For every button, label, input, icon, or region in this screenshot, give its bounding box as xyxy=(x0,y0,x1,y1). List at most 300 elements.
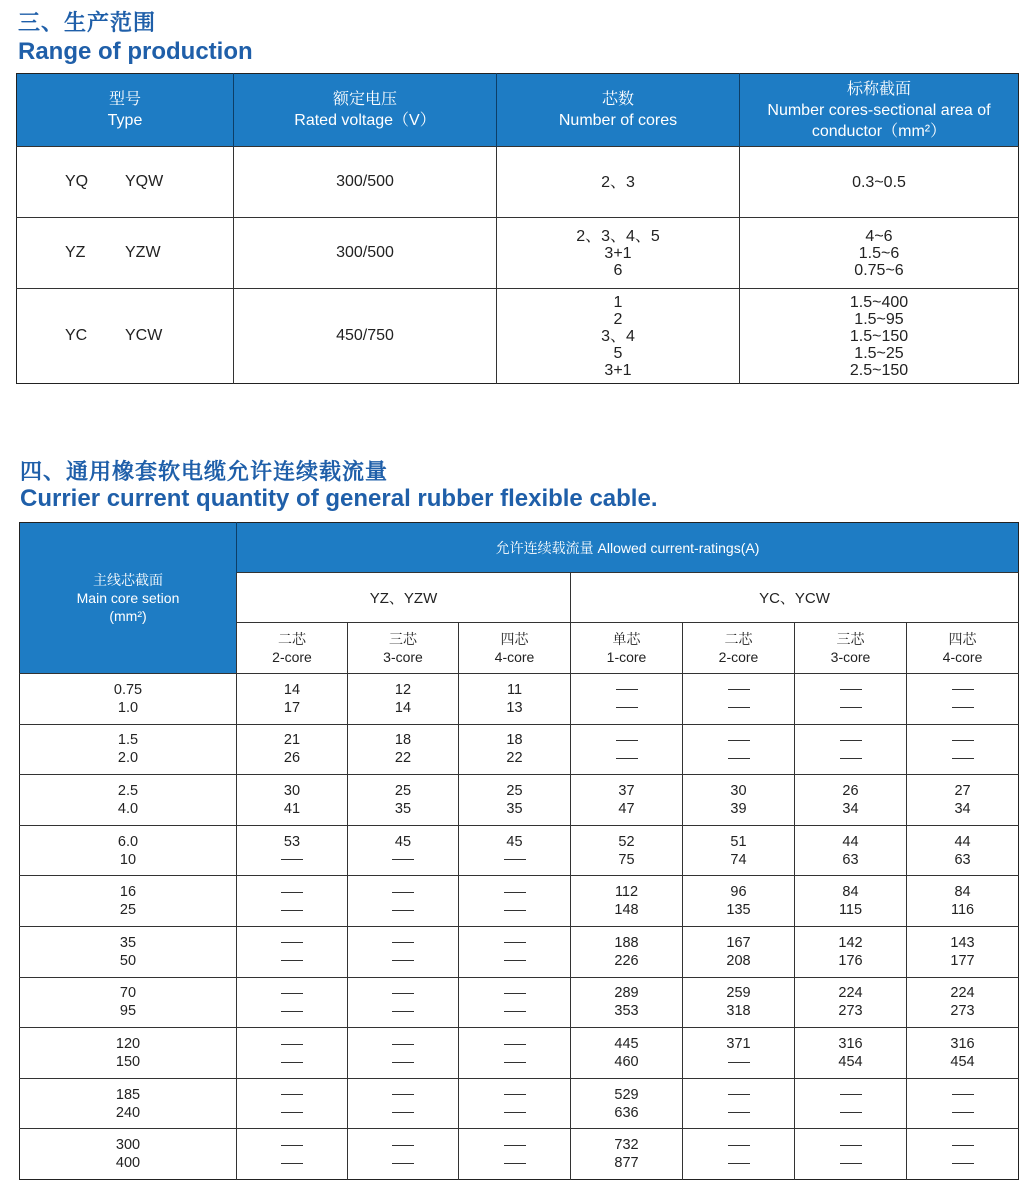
current-value: 273 xyxy=(838,1003,863,1020)
core-size-value: 2.0 xyxy=(117,750,139,767)
area-line: 0.75~6 xyxy=(854,261,904,279)
current-value: 14 xyxy=(394,699,412,716)
current-value xyxy=(795,681,906,699)
current-value: 35 xyxy=(506,800,523,817)
table-row xyxy=(20,825,1019,876)
current-cell xyxy=(459,1078,571,1129)
dash xyxy=(504,859,526,860)
current-value: 167 xyxy=(726,934,751,951)
header-core-count xyxy=(237,623,348,674)
current-value xyxy=(795,1104,906,1122)
area-line: 0.3~0.5 xyxy=(852,173,906,191)
dash xyxy=(281,1062,303,1063)
section3-title-en: Range of production xyxy=(18,38,253,65)
core-size-value: 4.0 xyxy=(117,800,139,817)
header-core-count-cn: 四芯 xyxy=(500,631,529,647)
dash xyxy=(840,1163,862,1164)
cores-line: 5 xyxy=(613,344,623,362)
dash xyxy=(392,1044,414,1045)
current-value: 454 xyxy=(838,1053,863,1070)
cores-line: 3+1 xyxy=(604,361,632,379)
current-value xyxy=(459,883,570,901)
current-cell xyxy=(683,724,795,775)
type-a: YC xyxy=(65,327,88,344)
current-cell xyxy=(571,724,683,775)
dash xyxy=(392,993,414,994)
current-cell xyxy=(571,825,683,876)
current-cell xyxy=(571,674,683,725)
current-value xyxy=(795,1136,906,1154)
current-value xyxy=(348,984,458,1002)
current-value xyxy=(237,1136,347,1154)
header-core-count xyxy=(683,623,795,674)
current-value xyxy=(459,1104,570,1122)
header-main-core xyxy=(20,523,237,674)
current-value xyxy=(348,1154,458,1172)
current-cell xyxy=(459,926,571,977)
cores-cell xyxy=(497,218,740,289)
current-value: 115 xyxy=(838,902,863,919)
dash xyxy=(840,758,862,759)
current-value xyxy=(459,984,570,1002)
current-value: 143 xyxy=(950,934,975,951)
current-cell xyxy=(907,1028,1019,1079)
cores-line: 3+1 xyxy=(604,244,632,262)
current-value: 27 xyxy=(954,782,971,799)
current-value: 21 xyxy=(283,732,301,749)
current-value: 25 xyxy=(506,782,523,799)
current-value xyxy=(237,984,347,1002)
current-value xyxy=(683,1154,794,1172)
current-cell xyxy=(795,977,907,1028)
current-value xyxy=(459,952,570,970)
dash xyxy=(392,1094,414,1095)
current-value xyxy=(683,1053,794,1071)
dash xyxy=(392,1062,414,1063)
current-value: 45 xyxy=(506,833,523,850)
current-value xyxy=(459,1136,570,1154)
current-value: 460 xyxy=(614,1053,639,1070)
current-value xyxy=(683,1104,794,1122)
type-cell xyxy=(17,218,234,289)
current-value xyxy=(795,1154,906,1172)
dash xyxy=(281,1044,303,1045)
core-size-cell xyxy=(20,876,237,927)
cores-line: 2、3、4、5 xyxy=(576,227,660,245)
current-value xyxy=(348,1086,458,1104)
dash xyxy=(392,1145,414,1146)
current-value: 45 xyxy=(394,833,412,850)
cores-line: 3、4 xyxy=(601,327,635,345)
current-value xyxy=(459,1035,570,1053)
dash xyxy=(504,1094,526,1095)
header-core-count-cn: 单芯 xyxy=(612,631,641,647)
table-row xyxy=(20,674,1019,725)
dash xyxy=(840,1145,862,1146)
core-size-value: 50 xyxy=(119,952,137,969)
dash xyxy=(504,960,526,961)
type-b: YZW xyxy=(125,244,161,261)
header-voltage-cn: 额定电压 xyxy=(332,91,397,108)
current-value: 224 xyxy=(950,985,975,1002)
header-core-count-en: 2-core xyxy=(272,649,312,665)
dash xyxy=(728,1094,750,1095)
table-row xyxy=(20,926,1019,977)
core-size-value: 300 xyxy=(115,1137,141,1154)
core-size-value: 185 xyxy=(115,1086,141,1103)
current-cell xyxy=(795,825,907,876)
current-cell xyxy=(459,674,571,725)
current-cell xyxy=(571,775,683,826)
current-value xyxy=(348,851,458,869)
dash xyxy=(504,1145,526,1146)
current-value: 226 xyxy=(614,952,639,969)
current-cell xyxy=(907,775,1019,826)
header-type-en: Type xyxy=(107,112,143,129)
dash xyxy=(840,689,862,690)
current-value: 142 xyxy=(838,934,863,951)
dash xyxy=(504,1163,526,1164)
dash xyxy=(616,758,638,759)
current-value: 18 xyxy=(394,732,412,749)
current-cell xyxy=(459,977,571,1028)
header-area-cn: 标称截面 xyxy=(846,80,911,98)
dash xyxy=(392,1011,414,1012)
core-size-value: 25 xyxy=(119,902,137,919)
current-value: 353 xyxy=(614,1003,639,1020)
header-core-count xyxy=(795,623,907,674)
production-range-table xyxy=(16,73,1019,384)
current-cell xyxy=(683,1078,795,1129)
current-cell xyxy=(683,1028,795,1079)
header-core-count-cn: 四芯 xyxy=(948,631,977,647)
current-value: 224 xyxy=(838,985,863,1002)
dash xyxy=(840,740,862,741)
dash xyxy=(952,1112,974,1113)
current-cell xyxy=(571,926,683,977)
dash xyxy=(392,1163,414,1164)
current-cell xyxy=(348,775,459,826)
section4-title-en: Currier current quantity of general rubber flexible cable. xyxy=(20,485,658,512)
header-main-core-cn: 主线芯截面 xyxy=(93,572,163,588)
core-size-cell xyxy=(20,674,237,725)
area-line: 1.5~400 xyxy=(849,293,909,311)
area-line: 1.5~6 xyxy=(858,244,900,262)
current-value: 454 xyxy=(950,1053,975,1070)
current-cell xyxy=(795,876,907,927)
header-area-en2: conductor（mm²） xyxy=(811,122,947,140)
current-cell xyxy=(237,825,348,876)
current-value xyxy=(348,901,458,919)
current-cell xyxy=(907,1078,1019,1129)
dash xyxy=(281,1011,303,1012)
dash xyxy=(281,910,303,911)
current-value xyxy=(571,681,682,699)
current-value: 26 xyxy=(842,782,859,799)
current-cell xyxy=(237,1078,348,1129)
current-value: 96 xyxy=(730,884,747,901)
current-cell xyxy=(348,1129,459,1180)
dash xyxy=(504,892,526,893)
table-row xyxy=(20,775,1019,826)
dash xyxy=(504,942,526,943)
current-cell xyxy=(237,674,348,725)
header-voltage xyxy=(234,74,497,147)
core-size-value: 1.0 xyxy=(117,699,139,716)
table-row xyxy=(20,724,1019,775)
current-value xyxy=(795,699,906,717)
dash xyxy=(728,689,750,690)
dash xyxy=(728,1112,750,1113)
header-type-cn: 型号 xyxy=(108,91,141,108)
header-core-count xyxy=(907,623,1019,674)
header-area xyxy=(740,74,1019,147)
current-cell xyxy=(459,825,571,876)
current-value: 47 xyxy=(618,800,635,817)
area-line: 2.5~150 xyxy=(849,361,909,379)
header-voltage-en: Rated voltage（V） xyxy=(294,112,436,129)
dash xyxy=(281,942,303,943)
current-value: 35 xyxy=(394,800,412,817)
current-cell xyxy=(459,775,571,826)
current-value: 529 xyxy=(614,1086,639,1103)
core-size-value: 400 xyxy=(115,1155,141,1172)
header-core-count-cn: 二芯 xyxy=(278,631,306,647)
table-row xyxy=(17,147,1019,218)
current-cell xyxy=(907,724,1019,775)
current-cell xyxy=(907,926,1019,977)
current-cell xyxy=(907,674,1019,725)
dash xyxy=(616,689,638,690)
current-value: 135 xyxy=(726,902,751,919)
current-value xyxy=(571,699,682,717)
type-a: YQ xyxy=(65,173,89,190)
dash xyxy=(952,758,974,759)
header-core-count xyxy=(571,623,683,674)
header-cores-en: Number of cores xyxy=(558,112,678,129)
dash xyxy=(728,740,750,741)
current-value xyxy=(459,1086,570,1104)
current-cell xyxy=(683,876,795,927)
current-value xyxy=(683,681,794,699)
current-cell xyxy=(459,1028,571,1079)
core-size-value: 240 xyxy=(115,1104,141,1121)
current-value: 316 xyxy=(950,1035,975,1052)
current-value xyxy=(237,1104,347,1122)
dash xyxy=(392,892,414,893)
core-size-value: 2.5 xyxy=(117,782,139,799)
dash xyxy=(504,993,526,994)
dash xyxy=(728,758,750,759)
dash xyxy=(281,1094,303,1095)
table-row xyxy=(20,977,1019,1028)
current-value xyxy=(683,749,794,767)
current-value: 26 xyxy=(283,750,301,767)
header-main-core-en: Main core setion xyxy=(76,590,180,606)
header-core-count-en: 3-core xyxy=(383,649,423,665)
current-value xyxy=(907,1104,1018,1122)
core-size-value: 1.5 xyxy=(117,732,139,749)
current-cell xyxy=(795,775,907,826)
dash xyxy=(728,1062,750,1063)
current-value xyxy=(907,1154,1018,1172)
current-value: 116 xyxy=(950,902,975,919)
current-value xyxy=(237,1086,347,1104)
dash xyxy=(281,1112,303,1113)
current-value: 22 xyxy=(506,750,523,767)
core-size-value: 95 xyxy=(119,1003,137,1020)
current-cell xyxy=(237,1028,348,1079)
current-value: 188 xyxy=(614,934,639,951)
current-cell xyxy=(683,977,795,1028)
current-value: 37 xyxy=(618,782,635,799)
current-value xyxy=(683,1136,794,1154)
current-value: 34 xyxy=(842,800,859,817)
current-cell xyxy=(907,977,1019,1028)
current-value: 44 xyxy=(954,833,971,850)
dash xyxy=(616,707,638,708)
header-group-yz: YZ、YZW xyxy=(237,573,571,623)
core-size-value: 150 xyxy=(115,1053,141,1070)
current-value: 63 xyxy=(842,851,859,868)
core-size-cell xyxy=(20,775,237,826)
table-row xyxy=(20,1028,1019,1079)
dash xyxy=(952,707,974,708)
header-core-count-en: 1-core xyxy=(606,649,647,665)
cores-line: 2 xyxy=(613,310,623,328)
header-core-count-en: 4-core xyxy=(942,649,983,665)
current-cell xyxy=(459,876,571,927)
core-size-cell xyxy=(20,1078,237,1129)
current-value: 39 xyxy=(730,800,747,817)
current-cell xyxy=(907,1129,1019,1180)
table-row xyxy=(20,1129,1019,1180)
core-size-value: 70 xyxy=(119,985,137,1002)
current-value: 84 xyxy=(954,884,971,901)
current-value xyxy=(237,1053,347,1071)
core-size-value: 35 xyxy=(119,934,137,951)
current-value: 52 xyxy=(618,833,635,850)
core-size-cell xyxy=(20,1129,237,1180)
current-value: 41 xyxy=(283,800,301,817)
current-value: 30 xyxy=(283,782,301,799)
current-cell xyxy=(571,1078,683,1129)
header-group-yc: YC、YCW xyxy=(571,573,1019,623)
current-value: 318 xyxy=(726,1003,751,1020)
current-cell xyxy=(571,977,683,1028)
dash xyxy=(392,910,414,911)
current-value: 44 xyxy=(842,833,859,850)
current-value xyxy=(795,1086,906,1104)
current-cell xyxy=(237,926,348,977)
dash xyxy=(281,1145,303,1146)
current-cell xyxy=(907,825,1019,876)
dash xyxy=(952,1145,974,1146)
header-core-count-en: 3-core xyxy=(830,649,871,665)
dash xyxy=(728,1163,750,1164)
area-line: 1.5~95 xyxy=(854,310,904,328)
current-value: 74 xyxy=(730,851,747,868)
current-value: 877 xyxy=(614,1155,639,1172)
dash xyxy=(728,707,750,708)
area-line: 4~6 xyxy=(865,227,893,245)
dash xyxy=(281,859,303,860)
core-size-value: 0.75 xyxy=(113,681,143,698)
current-value xyxy=(459,901,570,919)
current-value: 18 xyxy=(506,732,523,749)
current-cell xyxy=(348,1028,459,1079)
current-cell xyxy=(237,1129,348,1180)
current-value xyxy=(237,1002,347,1020)
cores-cell xyxy=(497,147,740,218)
table-row xyxy=(20,1078,1019,1129)
current-value xyxy=(348,1002,458,1020)
cores-line: 6 xyxy=(613,261,623,279)
current-value: 259 xyxy=(726,985,751,1002)
core-size-cell xyxy=(20,825,237,876)
current-value xyxy=(459,934,570,952)
type-cell xyxy=(17,147,234,218)
current-value xyxy=(683,699,794,717)
current-cell xyxy=(683,825,795,876)
current-cell xyxy=(683,1129,795,1180)
header-main-core-unit: (mm²) xyxy=(109,608,147,624)
current-value xyxy=(348,1136,458,1154)
header-core-count-cn: 三芯 xyxy=(836,631,865,647)
current-cell xyxy=(237,977,348,1028)
cores-line: 2、3 xyxy=(601,173,635,191)
current-value: 11 xyxy=(506,681,523,698)
current-value: 371 xyxy=(726,1035,751,1052)
current-cell xyxy=(237,775,348,826)
table-row xyxy=(20,876,1019,927)
current-value: 273 xyxy=(950,1003,975,1020)
core-size-cell xyxy=(20,1028,237,1079)
dash xyxy=(504,1044,526,1045)
cores-line: 1 xyxy=(613,293,623,311)
dash xyxy=(504,910,526,911)
core-size-cell xyxy=(20,926,237,977)
current-rating-table xyxy=(19,522,1019,1180)
header-core-count-cn: 三芯 xyxy=(389,631,417,647)
current-value: 75 xyxy=(618,851,635,868)
current-value: 17 xyxy=(283,699,301,716)
header-allowed-current: 允许连续载流量 Allowed current-ratings(A) xyxy=(237,523,1019,573)
current-value xyxy=(237,1035,347,1053)
section4-title-cn: 四、通用橡套软电缆允许连续载流量 xyxy=(20,460,389,485)
current-cell xyxy=(237,876,348,927)
current-value xyxy=(348,952,458,970)
current-value: 112 xyxy=(614,884,639,901)
current-cell xyxy=(348,825,459,876)
dash xyxy=(728,1145,750,1146)
current-value xyxy=(237,883,347,901)
type-a: YZ xyxy=(65,244,86,261)
voltage-cell: 450/750 xyxy=(234,289,497,384)
current-value: 177 xyxy=(950,952,975,969)
current-value xyxy=(237,851,347,869)
current-value: 22 xyxy=(394,750,412,767)
dash xyxy=(840,1112,862,1113)
dash xyxy=(840,1094,862,1095)
current-value xyxy=(348,934,458,952)
current-value xyxy=(348,1104,458,1122)
current-value xyxy=(907,731,1018,749)
dash xyxy=(504,1062,526,1063)
current-value: 25 xyxy=(394,782,412,799)
current-value: 636 xyxy=(614,1104,639,1121)
core-size-value: 10 xyxy=(119,851,137,868)
